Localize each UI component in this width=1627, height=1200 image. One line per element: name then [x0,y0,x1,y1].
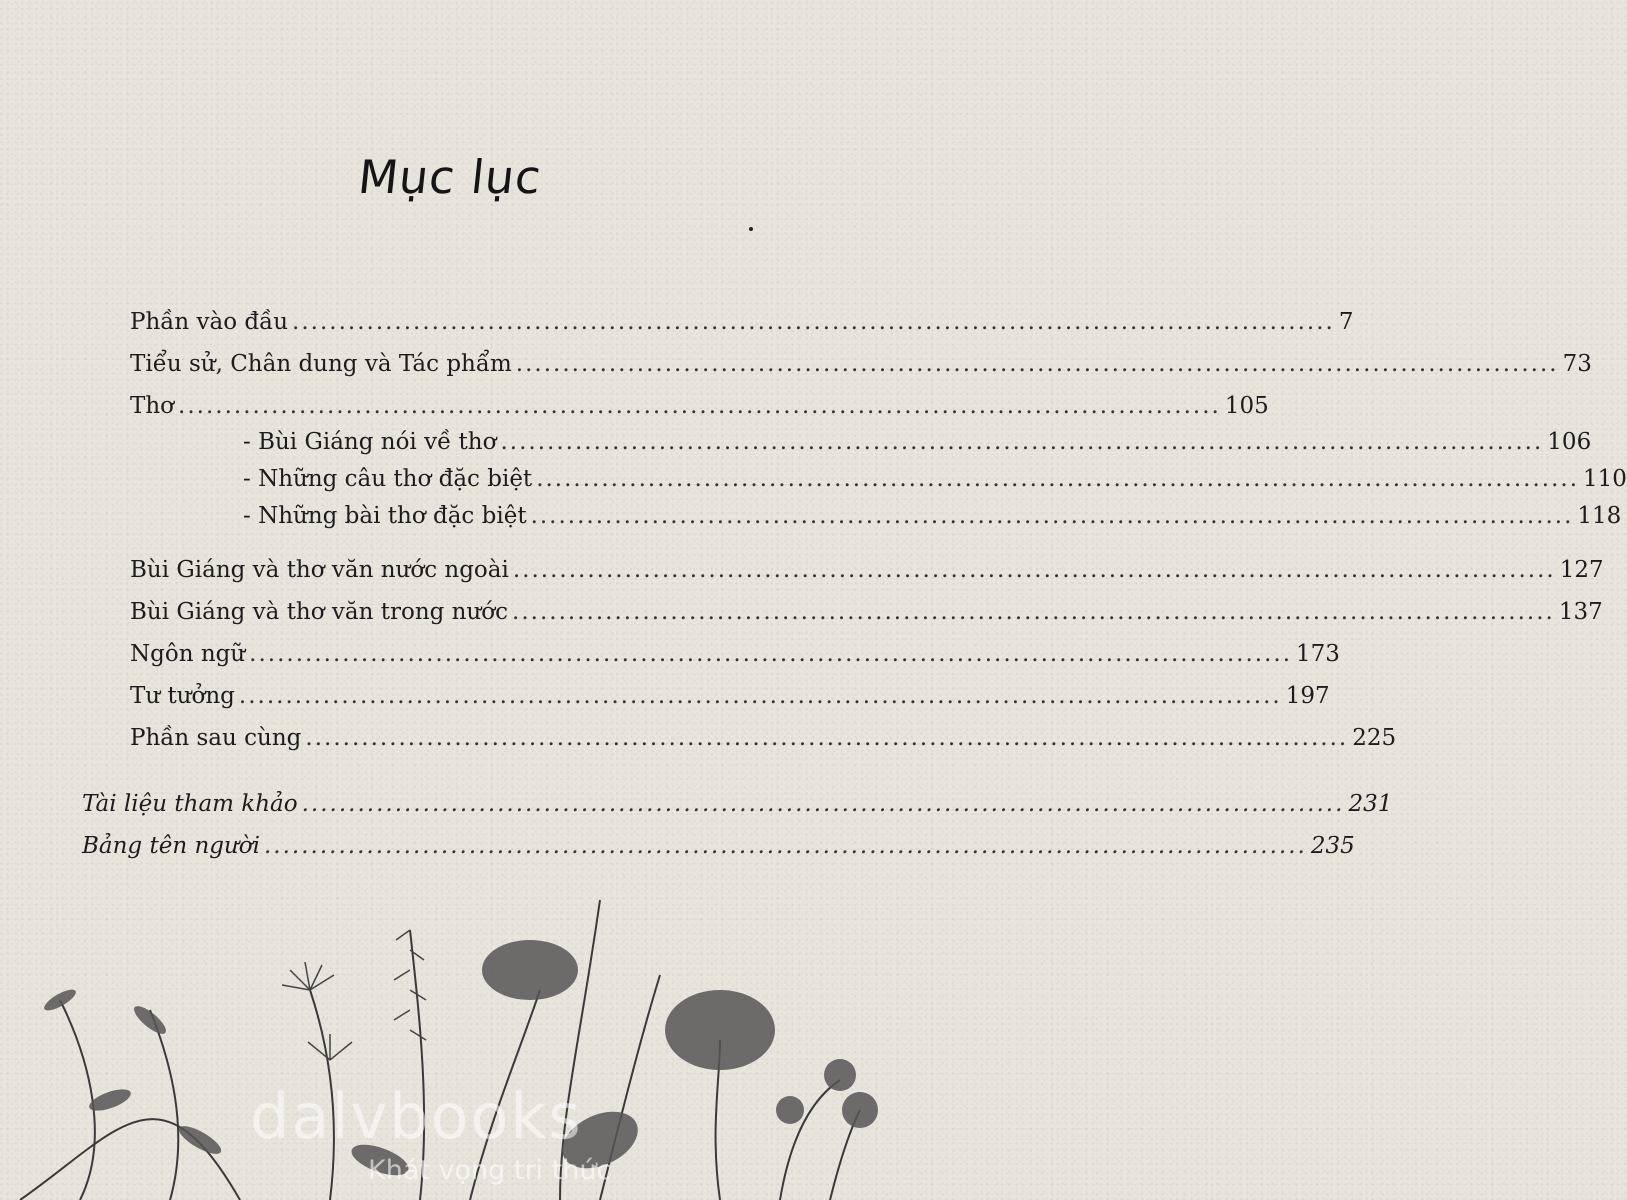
umbel-flower [282,962,334,990]
poppy-flower [665,990,775,1070]
toc-entry-page: 105 [1224,393,1269,419]
umbel-flower [308,1034,352,1060]
toc-entry-page: 118 [1577,503,1622,529]
dot-leader: ................................................................................................................ [515,351,1559,377]
dot-leader: ................................................................................................................ [500,429,1544,455]
fern-frond [394,930,426,1040]
dot-leader: ................................................................................................................ [264,833,1307,859]
dot-leader: ................................................................................................................ [301,791,1345,817]
dot-leader: ................................................................................................................ [249,641,1293,667]
toc-entry-page: 225 [1352,725,1397,751]
toc-entry-page: 110 [1583,466,1627,492]
toc-entry-label: Ngôn ngữ [130,641,246,667]
stem [20,1119,240,1200]
toc-entry-label: Tư tưởng [130,683,235,709]
leaf [130,1002,170,1038]
dot-leader: ................................................................................................................ [178,393,1221,419]
dot-leader: ................................................................................................................ [536,466,1580,492]
toc-entry[interactable] [130,556,1604,584]
dot-leader: ................................................................................................................ [292,309,1335,335]
toc-entry-label: - Những câu thơ đặc biệt [243,466,533,492]
toc-entry-label: Bảng tên người [82,833,260,859]
toc-entry-page: 106 [1547,429,1592,455]
toc-entry-label: - Bùi Giáng nói về thơ [243,429,497,455]
stem [60,1000,95,1200]
toc-entry-label: Phần sau cùng [130,725,302,751]
toc-entry[interactable] [130,598,1603,626]
poppy-flower [482,940,578,1000]
toc-subentry[interactable] [243,502,1622,530]
toc-appendix-entry[interactable] [82,832,1355,860]
toc-entry[interactable] [130,682,1330,710]
toc-entry-label: Phần vào đầu [130,309,289,335]
toc-entry[interactable] [130,308,1354,336]
toc-appendix-entry[interactable] [82,790,1393,818]
toc-entry-page: 197 [1285,683,1330,709]
toc-subentry[interactable] [243,465,1627,493]
toc-entry-label: Thơ [130,393,175,419]
dot-leader: ................................................................................................................ [305,725,1349,751]
toc-entry-label: Tiểu sử, Chân dung và Tác phẩm [130,351,512,377]
toc-entry-page: 137 [1558,599,1603,625]
watermark-brand: dalvbooks [250,1080,583,1153]
toc-entry-page: 235 [1310,833,1355,859]
dot-leader: ................................................................................................................ [512,599,1555,625]
page-title: Mục lục [355,150,545,204]
daisy-flower [842,1092,878,1128]
toc-entry[interactable] [130,350,1592,378]
toc-entry-page: 127 [1559,557,1604,583]
toc-entry[interactable] [130,724,1397,752]
toc-entry-page: 231 [1348,791,1393,817]
toc-entry-label: - Những bài thơ đặc biệt [243,503,527,529]
toc-entry-page: 7 [1338,309,1354,335]
leaf [175,1121,225,1159]
toc-entry-label: Tài liệu tham khảo [82,791,298,817]
toc-entry[interactable] [130,640,1340,668]
leaf [41,986,78,1014]
toc-entry-page: 173 [1296,641,1340,667]
toc-entry-label: Bùi Giáng và thơ văn trong nước [130,599,509,625]
stem [150,1010,178,1200]
toc-entry-label: Bùi Giáng và thơ văn nước ngoài [130,557,509,583]
toc-entry-page: 73 [1562,351,1592,377]
daisy-flower [776,1096,804,1124]
dot-leader: ................................................................................................................ [530,503,1574,529]
toc-subentry[interactable] [243,428,1592,456]
watermark-tagline: Khát vọng tri thức [368,1155,612,1186]
toc-entry[interactable] [130,392,1269,420]
dot-leader: ................................................................................................................ [512,557,1556,583]
dot-leader: ................................................................................................................ [238,683,1282,709]
daisy-flower [824,1059,856,1091]
